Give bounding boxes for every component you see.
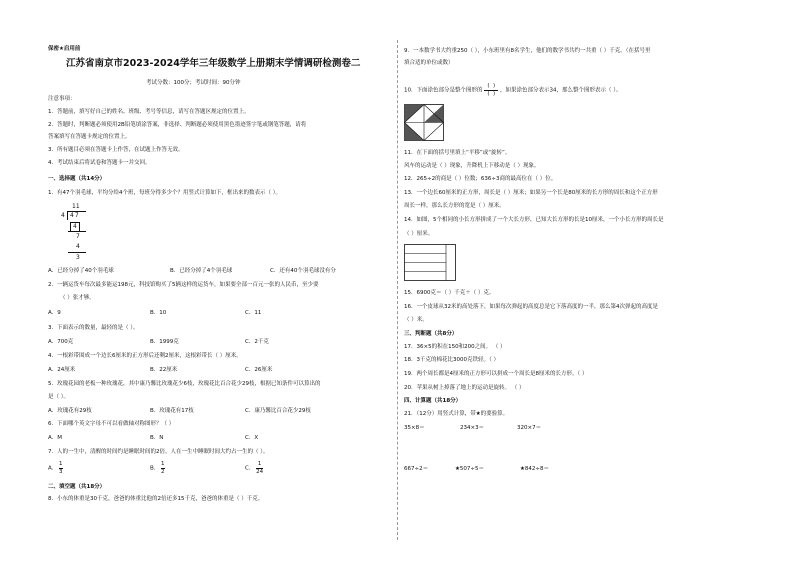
- notes-heading: 注意事项：: [48, 96, 76, 102]
- division-divisor: 4: [61, 212, 65, 219]
- division-line: [68, 231, 86, 232]
- question-10-text-2: ，如果涂色部分表示34，那么整个图形表示（ ）。: [500, 87, 622, 94]
- question-13: 13．一个边长60厘米的正方形，周长是（ ）厘米；如果另一个长是80厘米的长方形的周长和这个正方形: [404, 190, 658, 196]
- option-b: B．N: [150, 435, 164, 441]
- fraction: [256, 461, 263, 475]
- calc-item: 35×8＝: [404, 425, 425, 431]
- section-title: 二、填空题（共18分）: [48, 484, 106, 490]
- column-divider: [397, 40, 398, 540]
- square-figure: [404, 104, 444, 141]
- calc-item: 234×3＝: [460, 425, 485, 431]
- question-19: 19．两个周长都是4厘米的正方形可以拼成一个周长是8厘米的长方形。（ ）: [404, 371, 588, 377]
- long-division: [60, 203, 90, 265]
- question-5: 5．玫瑰花园的老板一种玫瑰花，其中康乃馨比玫瑰花少6枝，玫瑰花比百合花少29枝，根据已知条件可以算出的: [48, 381, 321, 387]
- question-10-text: 10．下面涂色部分是整个图形的: [404, 87, 483, 94]
- option-b: [150, 461, 165, 475]
- question-12: 12．265÷2的商是（ ）位数；636÷3商的最高位在（ ）位。: [404, 176, 557, 182]
- secret-label: 保密★启用前: [48, 46, 81, 52]
- note-item: 4．考试结束后将试卷和答题卡一并交回。: [48, 160, 151, 166]
- question-2: 2．一辆运货车每次最多能运198元，科技馆购买了5辆这样的运货车，如果要全部一百元一张的人民币，至少要: [48, 282, 319, 288]
- option-b: B．玫瑰花有17枝: [150, 408, 194, 414]
- fraction-den: 24: [256, 469, 264, 475]
- fraction: [59, 461, 63, 475]
- division-rem1: 7: [76, 233, 80, 240]
- option-b: B．1999克: [150, 339, 179, 345]
- fraction-num: 1: [161, 461, 165, 467]
- question-11: 11．在下面的括号里填上“平移”或“旋转”。: [404, 150, 511, 156]
- question-6: 6．下面哪个英文字母不可以看做轴对称图形？（ ）: [48, 421, 175, 427]
- option-a: A．9: [48, 310, 61, 316]
- question-15: 15．6900克＝（ ）千克＋（ ）克。: [404, 290, 495, 296]
- option-label: A．: [48, 465, 58, 472]
- question-16-cont: （ ）米。: [404, 317, 428, 323]
- exam-title: 江苏省南京市2023-2024学年三年级数学上册期末学情调研检测卷二: [66, 58, 361, 69]
- question-2-cont: （ ）张才够。: [60, 295, 95, 301]
- section-title: 一、选择题（共14分）: [48, 176, 106, 182]
- calc-item: ★507÷5＝: [455, 466, 485, 472]
- option-b: B．22厘米: [150, 367, 178, 373]
- option-c: C．2千克: [245, 339, 269, 345]
- question-16: 16．一个皮球从32米的高处落下，如果每次弹起的高度总是它下落高度的一半，那么第4次弹起的高度是: [404, 304, 658, 310]
- option-c: [245, 461, 263, 475]
- option-c: C．26厘米: [245, 367, 273, 373]
- section-title: 四、计算题（共18分）: [404, 398, 462, 404]
- option-c: C．X: [245, 435, 259, 441]
- division-bracket: [67, 211, 68, 220]
- question-9: 9．一本数学书大约重250（ ），小东班里有8名学生，他们的数学书共约一共重（ ）千克。（在括号里: [404, 48, 651, 54]
- question-5-cont: 是（ ）。: [48, 394, 69, 400]
- question-10: [404, 83, 622, 97]
- division-remainder: 3: [76, 254, 80, 261]
- fraction-den: 3: [59, 469, 63, 475]
- division-step2: 4: [76, 243, 80, 250]
- option-a: A．M: [48, 435, 63, 441]
- question-3: 3．下面表示的数量，最轻的是（ ）。: [48, 325, 139, 331]
- question-21: 21．（12分）用竖式计算，带★的要验算。: [404, 411, 509, 417]
- question-14-cont: （ ）厘米。: [404, 231, 434, 237]
- option-a: A．700克: [48, 339, 74, 345]
- calc-item: 667÷2＝: [404, 466, 429, 472]
- division-quotient: 11: [72, 203, 80, 210]
- note-item: 答案填写在答题卡规定的位置上。: [48, 134, 131, 140]
- option-c: C．11: [245, 310, 262, 316]
- note-item: 2．答题时，判断题必须使用2B铅笔填涂答案，非选择、判断题必须使用黑色墨迹签字笔或钢笔答题，请将: [48, 122, 307, 128]
- question-11-cont: 风车的运动是（ ）现象，升降机上下移动是（ ）现象。: [404, 163, 540, 169]
- question-17: 17．36×5的积在150和200之间。 （ ）: [404, 344, 506, 350]
- calc-item: 320×7＝: [517, 425, 542, 431]
- fraction-num: 1: [257, 461, 262, 467]
- exam-info: 考试分数：100分；考试时间：90分钟: [146, 80, 241, 86]
- question-14: 14．如图，5个相同的小长方形拼成了一个大长方形，已知大长方形的长是10厘米，一个小长方形的周长是: [404, 217, 664, 223]
- fraction: [161, 461, 165, 475]
- option-a: A．玫瑰花有29枝: [48, 408, 92, 414]
- question-1: 1．有47个羽毛球，平均分给4个班，每班分得多少个？用竖式计算如下，框出来的数表示（ ）。: [48, 190, 281, 196]
- question-8: 8．小东的体重是30千克，爸爸的体重比他的2倍还多15千克，爸爸的体重是（ ）千克。: [48, 496, 264, 502]
- note-item: 3．所有题目必须在答题卡上作答，在试题上作答无效。: [48, 147, 184, 153]
- fraction-den: 2: [161, 469, 165, 475]
- division-step-boxed: 4: [70, 222, 80, 232]
- note-item: 1．答题前，填写好自己的姓名、班级、考号等信息，请写在答题区规定的位置上。: [48, 109, 250, 115]
- question-18: 18．3千克的棉花比3000克铁轻。（ ）: [404, 357, 499, 363]
- option-a: A．已经分掉了40个羽毛球: [48, 268, 114, 274]
- question-20: 20．苹果从树上掉落了地上的运动是旋转。 （ ）: [404, 385, 525, 391]
- option-c: C．康乃馨比百合花少29枝: [245, 408, 311, 414]
- option-a: A．24厘米: [48, 367, 76, 373]
- calc-item: ★842÷8＝: [520, 466, 550, 472]
- option-b: B．已经分掉了4个羽毛球: [170, 268, 233, 274]
- division-dividend: 47: [70, 212, 80, 219]
- option-label: C．: [245, 465, 255, 472]
- option-label: B．: [150, 465, 160, 472]
- option-b: B．10: [150, 310, 167, 316]
- rectangle-figure: [404, 244, 456, 281]
- blank-fraction: $\frac{( )}{( )}$: [484, 83, 498, 97]
- division-line: [68, 252, 86, 253]
- question-13-cont: 周长一样，那么长方形的宽是（ ）厘米。: [404, 203, 505, 209]
- option-c: C．还有40个羽毛球没有分: [270, 268, 336, 274]
- question-7: 7．人的一生中，清醒的时间约是睡眠时间的2倍。人在一生中睡眠时间大约占一生的（ ）。: [48, 449, 269, 455]
- option-a: [48, 461, 63, 475]
- question-9-cont: 填合适的单位或数）: [404, 60, 454, 66]
- question-4: 4．一根彩带围成一个边长6厘米的正方形后还剩2厘米，这根彩带长（ ）厘米。: [48, 353, 242, 359]
- fraction-num: 1: [59, 461, 63, 467]
- section-title: 三、判断题（共8分）: [404, 331, 458, 337]
